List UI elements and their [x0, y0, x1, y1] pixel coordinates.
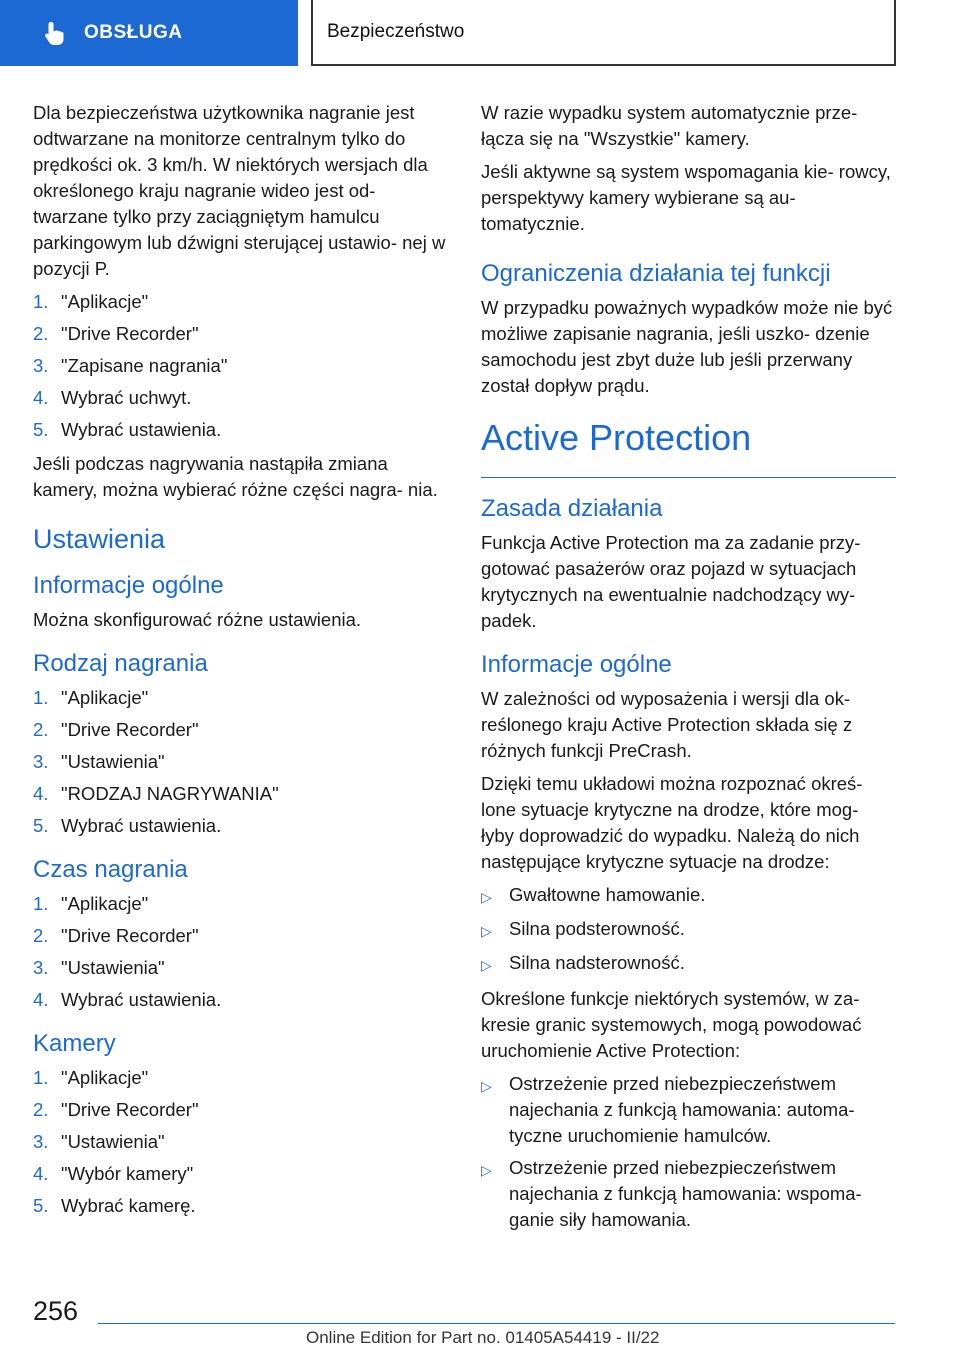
list-item: ▷ Silna podsterowność.	[481, 916, 896, 944]
edition-note: Online Edition for Part no. 01405A54419 - II/22	[306, 1328, 660, 1347]
list-item: 5. Wybrać ustawienia.	[33, 419, 222, 440]
triangle-bullet-icon: ▷	[481, 957, 492, 973]
list-item: ▷ Ostrzeżenie przed niebezpieczeństwem najechania z funkcją hamowania: automa‐ tyczne uruchomienie hamulców.	[481, 1071, 896, 1149]
general-paragraph: Można skonfigurować różne ustawienia.	[33, 609, 362, 630]
section-label: OBSŁUGA	[84, 22, 183, 43]
assist-paragraph: Jeśli aktywne są system wspomagania kie‐ rowcy, perspektywy kamery wybierane są au‐ tomatycznie.	[481, 161, 891, 234]
list-item: 1. "Aplikacje"	[33, 1067, 149, 1088]
footer-divider	[98, 1323, 895, 1324]
heading-active-protection: Active Protection	[481, 417, 896, 478]
list-item: 1. "Aplikacje"	[33, 291, 149, 312]
steps-recording-type	[33, 685, 448, 839]
heading-general-right: Informacje ogólne	[481, 651, 672, 678]
camera-note: Jeśli podczas nagrywania nastąpiła zmiana kamery, można wybierać różne części nagra‐ nia.	[33, 453, 438, 500]
list-item: 2. "Drive Recorder"	[33, 323, 199, 344]
list-item: ▷ Ostrzeżenie przed niebezpieczeństwem najechania z funkcją hamowania: wspoma‐ ganie siły hamowania.	[481, 1155, 896, 1233]
general-paragraph-1: W zależności od wyposażenia i wersji dla ok‐ reślonego kraju Active Protection składa się z różnych funkcji PreCrash.	[481, 688, 853, 761]
list-item: 1. "Aplikacje"	[33, 893, 149, 914]
functions-paragraph: Określone funkcje niektórych systemów, w za‐ kresie granic systemowych, mogą powodować uruchomienie Active Protection:	[481, 988, 862, 1061]
section-tab	[0, 0, 298, 66]
list-item: 5. Wybrać kamerę.	[33, 1195, 196, 1216]
critical-situations-list	[481, 882, 896, 978]
left-column	[33, 100, 448, 1227]
list-item: 4. "Wybór kamery"	[33, 1163, 194, 1184]
heading-recording-type: Rodzaj nagrania	[33, 650, 208, 677]
list-item: ▷ Gwałtowne hamowanie.	[481, 882, 896, 910]
accident-paragraph: W razie wypadku system automatycznie prze‐ łącza się na "Wszystkie" kamery.	[481, 102, 858, 149]
heading-general: Informacje ogólne	[33, 572, 224, 599]
chapter-header	[311, 0, 896, 66]
list-item: 1. "Aplikacje"	[33, 687, 149, 708]
list-item: 5. Wybrać ustawienia.	[33, 815, 222, 836]
triangle-bullet-icon: ▷	[481, 1078, 492, 1094]
steps-recording-time	[33, 891, 448, 1013]
trigger-functions-list	[481, 1071, 896, 1233]
list-item: 3. "Ustawienia"	[33, 751, 165, 772]
list-item: 4. "RODZAJ NAGRYWANIA"	[33, 783, 279, 804]
heading-cameras: Kamery	[33, 1030, 116, 1057]
list-item: ▷ Silna nadsterowność.	[481, 950, 896, 978]
general-paragraph-2: Dzięki temu układowi można rozpoznać okreś‐ lone sytuacje krytyczne na drodze, które mog‐ łyby doprowadzić do wypadku. Należą do nich następujące krytyczne sytuacje na drodze:	[481, 773, 863, 872]
heading-principle: Zasada działania	[481, 495, 663, 522]
heading-limitations: Ograniczenia działania tej funkcji	[481, 260, 831, 287]
list-item: 3. "Ustawienia"	[33, 957, 165, 978]
steps-cameras	[33, 1065, 448, 1219]
list-item: 4. Wybrać uchwyt.	[33, 387, 192, 408]
right-column	[481, 100, 896, 1241]
list-item: 2. "Drive Recorder"	[33, 719, 199, 740]
chapter-title: Bezpieczeństwo	[327, 21, 465, 42]
list-item: 4. Wybrać ustawienia.	[33, 989, 222, 1010]
page-number: 256	[33, 1296, 79, 1326]
list-item: 2. "Drive Recorder"	[33, 925, 199, 946]
heading-settings: Ustawienia	[33, 524, 166, 554]
hand-pointer-icon	[40, 18, 70, 48]
list-item: 3. "Zapisane nagrania"	[33, 355, 228, 376]
intro-paragraph: Dla bezpieczeństwa użytkownika nagranie jest odtwarzane na monitorze centralnym tylko do prędkości ok. 3 km/h. W niektórych wersjach dla określonego kraju nagranie wideo jest od‐ twarzane tylko przy zaciągniętym hamulcu parkingowym lub dźwigni sterującej ustawio‐ nej w pozycji P.	[33, 102, 446, 279]
list-item: 3. "Ustawienia"	[33, 1131, 165, 1152]
list-item: 2. "Drive Recorder"	[33, 1099, 199, 1120]
triangle-bullet-icon: ▷	[481, 1162, 492, 1178]
principle-paragraph: Funkcja Active Protection ma za zadanie przy‐ gotować pasażerów oraz pojazd w sytuacjach krytycznych na ewentualnie nadchodzący wy‐ padek.	[481, 532, 861, 631]
triangle-bullet-icon: ▷	[481, 889, 492, 905]
limitations-paragraph: W przypadku poważnych wypadków może nie być możliwe zapisanie nagrania, jeśli uszko‐ dzenie samochodu jest zbyt duże lub jeśli przerwany został dopływ prądu.	[481, 297, 893, 396]
steps-playback	[33, 289, 448, 443]
triangle-bullet-icon: ▷	[481, 923, 492, 939]
heading-recording-time: Czas nagrania	[33, 856, 188, 883]
